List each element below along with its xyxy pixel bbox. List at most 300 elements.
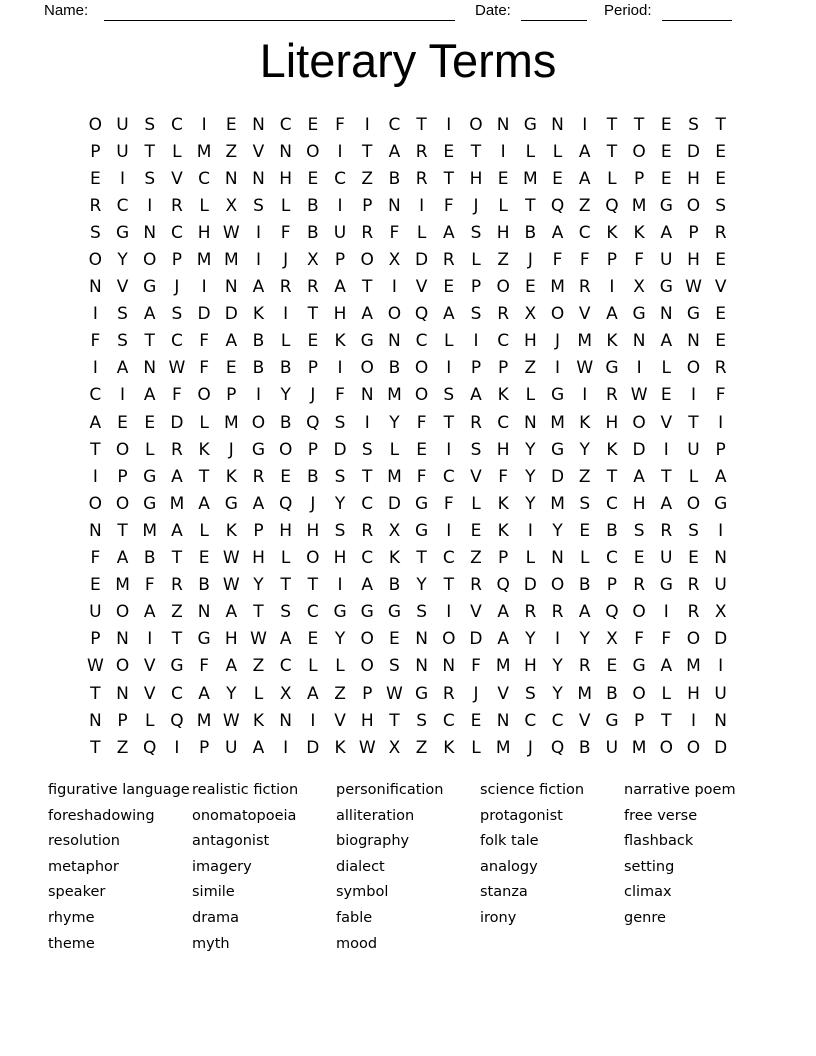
grid-letter: N [551, 114, 564, 135]
grid-letter: B [279, 412, 292, 433]
grid-letter: E [470, 520, 482, 541]
grid-letter: K [252, 304, 265, 325]
word-bank-item: foreshadowing [48, 807, 155, 824]
word-bank-item: alliteration [336, 807, 415, 824]
grid-letter: S [633, 520, 645, 541]
grid-letter: X [606, 629, 618, 650]
grid-letter: P [470, 277, 482, 298]
grid-letter: T [606, 466, 618, 487]
grid-letter: H [469, 168, 483, 189]
grid-letter: S [361, 439, 373, 460]
word-bank-column-1 [48, 778, 192, 957]
grid-letter: R [279, 277, 292, 298]
grid-letter: P [498, 358, 509, 379]
grid-letter: M [631, 195, 647, 216]
grid-letter: F [90, 548, 101, 569]
grid-letter: A [225, 656, 238, 677]
grid-letter: F [199, 656, 209, 677]
grid-letter: O [659, 737, 673, 758]
grid-letter: T [525, 195, 536, 216]
grid-letter: Q [278, 493, 293, 514]
grid-letter: E [660, 114, 672, 135]
grid-letter: C [306, 602, 319, 623]
grid-letter: R [578, 277, 591, 298]
period-label: Period: [604, 2, 652, 19]
grid-letter: W [222, 575, 240, 596]
grid-letter: N [360, 385, 374, 406]
grid-letter: Q [170, 710, 184, 731]
grid-letter: I [446, 602, 452, 623]
word-bank-item: irony [480, 909, 517, 926]
grid-letter: O [686, 629, 701, 650]
grid-letter: S [171, 304, 183, 325]
grid-letter: Y [525, 493, 536, 514]
grid-letter: R [415, 141, 428, 162]
grid-letter: S [253, 195, 264, 216]
grid-letter: E [579, 520, 591, 541]
grid-letter: L [416, 222, 427, 243]
grid-letter: M [196, 250, 212, 271]
grid-letter: X [307, 250, 319, 271]
grid-letter: R [524, 602, 537, 623]
grid-letter: B [388, 358, 401, 379]
grid-letter: A [171, 466, 183, 487]
grid-letter: M [223, 250, 239, 271]
grid-letter: D [333, 439, 347, 460]
grid-letter: O [414, 358, 429, 379]
grid-letter: O [251, 412, 266, 433]
grid-letter: I [446, 358, 452, 379]
name-blank-line [104, 0, 455, 21]
grid-letter: Q [605, 195, 619, 216]
grid-letter: K [443, 737, 455, 758]
grid-letter: M [550, 412, 565, 433]
grid-letter: R [306, 277, 319, 298]
grid-letter: O [632, 141, 646, 162]
grid-letter: N [143, 358, 157, 379]
grid-letter: O [115, 493, 130, 514]
grid-letter: M [550, 277, 565, 298]
grid-letter: O [88, 114, 103, 135]
grid-letter: F [443, 493, 454, 514]
grid-letter: P [307, 358, 318, 379]
grid-letter: Y [226, 683, 237, 704]
grid-letter: I [663, 602, 669, 623]
grid-letter: C [551, 710, 564, 731]
grid-letter: M [196, 141, 212, 162]
word-bank-item: genre [624, 909, 666, 926]
grid-letter: A [198, 683, 210, 704]
word-bank-item: science fiction [480, 782, 585, 798]
grid-letter: F [172, 385, 182, 406]
grid-letter: L [444, 331, 454, 352]
grid-letter: J [283, 250, 289, 271]
grid-letter: Z [497, 250, 509, 271]
grid-letter: K [606, 222, 618, 243]
grid-letter: S [688, 114, 699, 135]
grid-letter: C [170, 114, 183, 135]
grid-letter: G [415, 493, 429, 514]
grid-letter: P [362, 683, 373, 704]
grid-letter: C [198, 168, 211, 189]
grid-letter: O [632, 412, 646, 433]
grid-letter: W [576, 358, 594, 379]
grid-letter: V [116, 277, 129, 298]
grid-letter: H [306, 520, 320, 541]
grid-letter: L [607, 168, 617, 189]
grid-letter: T [90, 439, 101, 460]
grid-letter: T [470, 141, 482, 162]
grid-letter: W [386, 683, 403, 704]
word-bank [48, 778, 768, 957]
grid-letter: I [718, 520, 724, 541]
grid-letter: R [361, 222, 374, 243]
word-bank-item: realistic fiction [192, 782, 299, 798]
grid-letter: F [661, 629, 672, 650]
grid-letter: I [527, 520, 533, 541]
grid-letter: I [364, 114, 370, 135]
grid-letter: F [416, 466, 427, 487]
grid-letter: L [525, 385, 536, 406]
grid-letter: U [605, 737, 619, 758]
grid-letter: A [361, 575, 374, 596]
grid-letter: M [631, 737, 647, 758]
grid-letter: R [687, 575, 700, 596]
grid-letter: W [250, 629, 267, 650]
grid-letter: Q [605, 602, 619, 623]
word-bank-item: myth [192, 935, 230, 952]
grid-letter: O [632, 683, 646, 704]
grid-letter: N [523, 412, 537, 433]
grid-letter: M [115, 575, 130, 596]
grid-letter: J [527, 250, 533, 271]
grid-letter: C [578, 222, 591, 243]
word-bank-item: metaphor [48, 858, 119, 875]
grid-letter: E [307, 168, 319, 189]
grid-letter: U [116, 114, 129, 135]
grid-letter: U [333, 222, 347, 243]
grid-letter: L [471, 737, 481, 758]
grid-letter: H [279, 168, 293, 189]
grid-letter: X [388, 250, 401, 271]
grid-letter: X [633, 277, 645, 298]
grid-letter: K [198, 439, 210, 460]
grid-letter: I [337, 358, 343, 379]
grid-letter: T [416, 114, 427, 135]
grid-letter: U [225, 737, 238, 758]
grid-letter: C [334, 168, 346, 189]
grid-letter: T [606, 114, 618, 135]
grid-letter: L [498, 195, 508, 216]
date-label: Date: [475, 2, 511, 19]
grid-letter: L [199, 520, 209, 541]
grid-letter: E [633, 548, 645, 569]
grid-letter: F [144, 575, 155, 596]
grid-letter: O [360, 250, 374, 271]
word-bank-item: folk tale [480, 833, 539, 850]
grid-letter: L [688, 466, 699, 487]
grid-letter: O [115, 656, 130, 677]
grid-letter: R [171, 195, 183, 216]
grid-letter: G [523, 114, 537, 135]
grid-letter: E [416, 439, 427, 460]
grid-letter: K [252, 710, 265, 731]
grid-letter: S [470, 222, 482, 243]
grid-letter: S [688, 520, 699, 541]
grid-letter: R [171, 439, 183, 460]
grid-letter: I [201, 277, 207, 298]
grid-letter: B [388, 575, 401, 596]
grid-letter: H [632, 493, 646, 514]
grid-letter: E [225, 114, 237, 135]
grid-letter: F [498, 466, 509, 487]
grid-letter: Y [389, 412, 400, 433]
grid-letter: N [388, 195, 401, 216]
period-blank-line [662, 0, 732, 21]
grid-letter: V [578, 710, 591, 731]
grid-letter: T [443, 575, 454, 596]
grid-letter: T [171, 629, 183, 650]
grid-letter: P [198, 737, 210, 758]
grid-letter: M [387, 385, 402, 406]
grid-letter: K [497, 385, 509, 406]
grid-letter: I [636, 358, 642, 379]
word-bank-item: climax [624, 884, 672, 901]
grid-letter: P [117, 710, 128, 731]
grid-letter: C [415, 331, 428, 352]
grid-letter: G [714, 493, 728, 514]
grid-letter: T [117, 520, 128, 541]
grid-letter: U [687, 439, 700, 460]
grid-letter: O [686, 737, 701, 758]
grid-letter: I [555, 358, 561, 379]
word-bank-column-5 [624, 778, 768, 957]
grid-letter: E [660, 168, 672, 189]
grid-letter: A [606, 304, 618, 325]
grid-letter: P [362, 195, 373, 216]
grid-letter: J [555, 331, 561, 352]
grid-letter: E [606, 656, 618, 677]
grid-letter: N [197, 602, 211, 623]
grid-letter: S [334, 520, 346, 541]
grid-letter: G [251, 439, 266, 460]
grid-letter: A [660, 493, 673, 514]
grid-letter: Q [496, 575, 510, 596]
grid-letter: F [280, 222, 291, 243]
grid-letter: Y [552, 520, 563, 541]
grid-letter: Z [361, 168, 374, 189]
grid-letter: P [688, 222, 699, 243]
grid-letter: Y [579, 439, 590, 460]
grid-letter: G [415, 520, 429, 541]
grid-letter: G [632, 304, 646, 325]
grid-letter: U [714, 683, 727, 704]
grid-letter: U [89, 602, 102, 623]
grid-letter: S [715, 195, 727, 216]
grid-letter: N [252, 168, 265, 189]
grid-letter: G [360, 602, 374, 623]
grid-letter: O [360, 358, 374, 379]
grid-letter: P [90, 629, 101, 650]
grid-letter: O [496, 277, 510, 298]
grid-letter: T [198, 466, 210, 487]
name-label: Name: [44, 2, 89, 19]
grid-letter: E [389, 629, 400, 650]
grid-letter: K [606, 331, 618, 352]
grid-letter: O [414, 385, 429, 406]
grid-letter: T [362, 141, 373, 162]
grid-letter: J [473, 195, 479, 216]
grid-letter: G [197, 629, 211, 650]
grid-letter: I [255, 222, 261, 243]
grid-letter: G [659, 277, 673, 298]
grid-letter: H [333, 304, 347, 325]
grid-letter: I [582, 114, 588, 135]
grid-letter: C [605, 493, 618, 514]
grid-letter: A [442, 304, 455, 325]
grid-letter: B [307, 466, 319, 487]
grid-letter: S [117, 304, 128, 325]
grid-letter: N [496, 114, 510, 135]
grid-letter: F [715, 385, 726, 406]
grid-letter: I [446, 520, 452, 541]
grid-letter: R [687, 602, 700, 623]
grid-letter: G [632, 656, 646, 677]
grid-letter: K [579, 412, 591, 433]
grid-letter: R [551, 602, 564, 623]
grid-letter: G [143, 277, 157, 298]
grid-letter: I [718, 412, 724, 433]
grid-letter: T [307, 575, 319, 596]
grid-letter: I [174, 737, 180, 758]
grid-letter: D [714, 629, 728, 650]
grid-letter: O [550, 304, 565, 325]
grid-letter: E [307, 331, 319, 352]
grid-letter: B [252, 358, 265, 379]
grid-letter: M [196, 710, 212, 731]
grid-letter: M [577, 331, 593, 352]
grid-letter: K [497, 520, 509, 541]
grid-letter: T [389, 710, 400, 731]
grid-letter: Y [525, 466, 536, 487]
word-bank-item: dialect [336, 858, 385, 875]
grid-letter: C [388, 114, 401, 135]
grid-letter: N [88, 520, 102, 541]
grid-letter: T [144, 331, 155, 352]
word-bank-item: biography [336, 833, 410, 850]
grid-letter: R [714, 222, 727, 243]
grid-letter: H [197, 222, 211, 243]
grid-letter: I [92, 466, 98, 487]
word-bank-item: rhyme [48, 909, 95, 926]
grid-letter: E [688, 548, 699, 569]
grid-letter: G [605, 710, 619, 731]
grid-letter: Y [525, 439, 536, 460]
grid-letter: N [442, 656, 456, 677]
grid-letter: X [225, 195, 238, 216]
grid-letter: B [578, 575, 591, 596]
grid-letter: W [685, 277, 702, 298]
grid-letter: D [714, 737, 728, 758]
grid-letter: C [279, 114, 292, 135]
grid-letter: D [306, 737, 320, 758]
grid-letter: G [605, 358, 619, 379]
grid-letter: P [470, 358, 482, 379]
grid-letter: B [198, 575, 210, 596]
grid-letter: Z [470, 548, 482, 569]
grid-letter: V [415, 277, 428, 298]
grid-letter: C [442, 466, 455, 487]
grid-letter: I [718, 656, 724, 677]
grid-letter: O [143, 250, 157, 271]
grid-letter: G [333, 602, 347, 623]
grid-letter: X [524, 304, 537, 325]
grid-letter: E [715, 141, 727, 162]
grid-letter: T [416, 548, 427, 569]
grid-letter: E [198, 548, 210, 569]
grid-letter: T [633, 114, 645, 135]
grid-letter: K [497, 493, 509, 514]
grid-letter: N [687, 331, 700, 352]
grid-letter: P [117, 466, 128, 487]
grid-letter: S [524, 683, 536, 704]
grid-letter: G [360, 331, 374, 352]
grid-letter: Y [552, 656, 563, 677]
grid-letter: H [523, 331, 537, 352]
grid-letter: Q [550, 737, 565, 758]
grid-letter: V [143, 683, 156, 704]
grid-letter: E [280, 466, 292, 487]
grid-letter: E [497, 168, 509, 189]
grid-letter: X [714, 602, 727, 623]
grid-letter: H [279, 520, 293, 541]
word-bank-item: analogy [480, 858, 538, 875]
grid-letter: I [201, 114, 207, 135]
grid-letter: O [306, 548, 320, 569]
grid-letter: H [496, 222, 510, 243]
grid-letter: V [470, 466, 482, 487]
grid-letter: K [225, 520, 237, 541]
grid-letter: E [715, 304, 727, 325]
grid-letter: X [388, 737, 401, 758]
grid-letter: I [283, 304, 289, 325]
grid-letter: L [280, 195, 291, 216]
grid-letter: A [143, 385, 156, 406]
grid-letter: M [523, 168, 538, 189]
grid-letter: L [172, 141, 182, 162]
grid-letter: U [660, 250, 673, 271]
grid-letter: B [252, 331, 265, 352]
grid-letter: H [496, 439, 510, 460]
grid-letter: A [442, 222, 455, 243]
grid-letter: E [552, 168, 563, 189]
grid-letter: D [523, 575, 537, 596]
grid-letter: Q [550, 195, 565, 216]
grid-letter: R [171, 575, 183, 596]
grid-letter: L [552, 141, 563, 162]
grid-letter: J [473, 683, 479, 704]
grid-letter: S [579, 493, 591, 514]
grid-letter: D [686, 141, 701, 162]
grid-letter: J [174, 277, 180, 298]
word-bank-item: simile [192, 884, 235, 901]
grid-letter: H [523, 656, 537, 677]
grid-letter: P [715, 439, 726, 460]
grid-letter: I [147, 629, 153, 650]
grid-letter: E [89, 575, 101, 596]
grid-letter: A [334, 277, 346, 298]
grid-letter: F [199, 358, 209, 379]
